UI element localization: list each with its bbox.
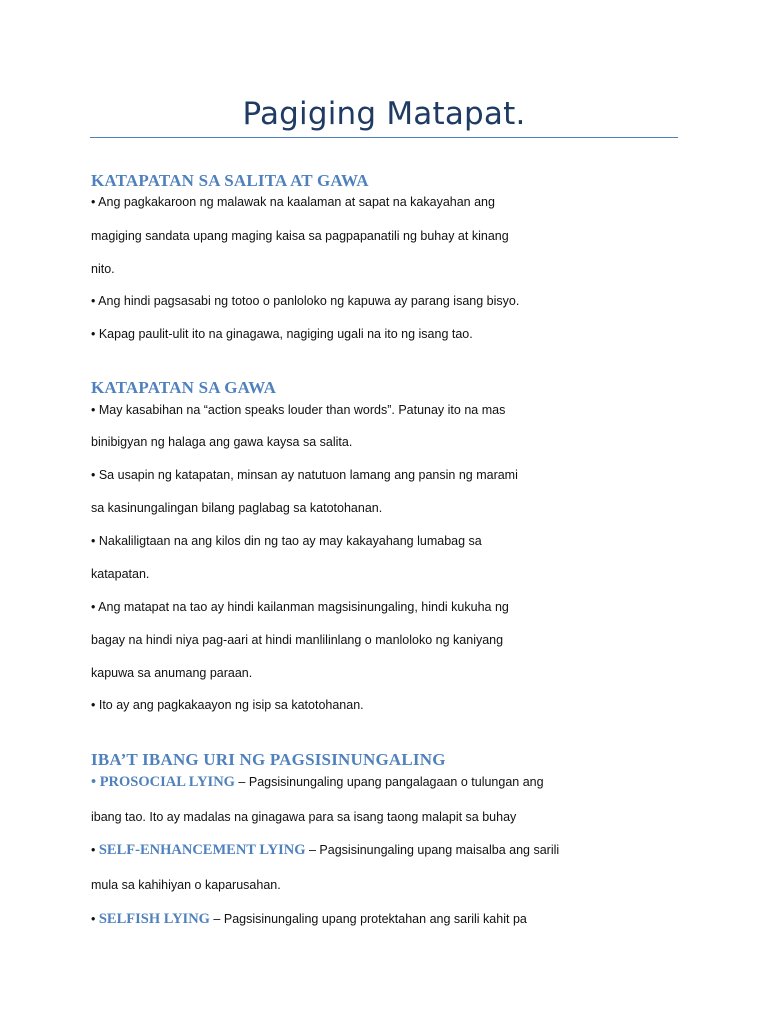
section-heading-katapatan-sa-gawa: KATAPATAN SA GAWA bbox=[91, 378, 277, 397]
term-definition: – Pagsisinungaling upang protektahan ang sarili kahit pa bbox=[209, 912, 527, 926]
list-bullet: • bbox=[91, 774, 100, 790]
paragraph-line: mula sa kahihiyan o kaparusahan. bbox=[91, 878, 281, 892]
paragraph-line: sa kasinungalingan bilang paglabag sa katotohanan. bbox=[91, 501, 383, 515]
paragraph-line: • Kapag paulit-ulit ito na ginagawa, nagiging ugali na ito ng isang tao. bbox=[91, 327, 473, 341]
list-item-selfish-lying bbox=[91, 911, 527, 928]
paragraph-line: kapuwa sa anumang paraan. bbox=[91, 666, 253, 680]
term-selfish-lying: SELFISH LYING bbox=[98, 911, 210, 927]
list-item-self-enhancement-lying bbox=[91, 842, 559, 859]
paragraph-line: • Ito ay ang pagkakaayon ng isip sa katotohanan. bbox=[91, 698, 364, 712]
list-bullet: • bbox=[91, 843, 99, 857]
term-definition: – Pagsisinungaling upang maisalba ang sarili bbox=[305, 843, 560, 857]
paragraph-line: bagay na hindi niya pag-aari at hindi manlilinlang o manloloko ng kaniyang bbox=[91, 633, 504, 647]
paragraph-line: magiging sandata upang maging kaisa sa pagpapanatili ng buhay at kinang bbox=[91, 229, 509, 243]
title-divider bbox=[90, 137, 678, 138]
section-heading-katapatan-sa-salita: KATAPATAN SA SALITA AT GAWA bbox=[91, 171, 369, 190]
paragraph-line: katapatan. bbox=[91, 567, 150, 581]
term-self-enhancement-lying: SELF-ENHANCEMENT LYING bbox=[98, 842, 306, 858]
paragraph-line: • Sa usapin ng katapatan, minsan ay natutuon lamang ang pansin ng marami bbox=[91, 468, 518, 482]
paragraph-line: ibang tao. Ito ay madalas na ginagawa para sa isang taong malapit sa buhay bbox=[91, 810, 517, 824]
paragraph-line: • Nakaliligtaan na ang kilos din ng tao ay may kakayahang lumabag sa bbox=[91, 534, 482, 548]
paragraph-line: • May kasabihan na “action speaks louder than words”. Patunay ito na mas bbox=[91, 403, 506, 417]
paragraph-line: • Ang matapat na tao ay hindi kailanman magsisinungaling, hindi kukuha ng bbox=[91, 600, 509, 614]
term-prosocial-lying: PROSOCIAL LYING bbox=[99, 774, 235, 790]
list-item-prosocial-lying bbox=[91, 774, 544, 791]
paragraph-line: nito. bbox=[91, 262, 115, 276]
list-bullet: • bbox=[91, 912, 99, 926]
paragraph-line: binibigyan ng halaga ang gawa kaysa sa salita. bbox=[91, 435, 353, 449]
paragraph-line: • Ang hindi pagsasabi ng totoo o panloloko ng kapuwa ay parang isang bisyo. bbox=[91, 294, 520, 308]
section-heading-uri-ng-pagsisinungaling: IBA’T IBANG URI NG PAGSISINUNGALING bbox=[91, 750, 446, 769]
term-definition: – Pagsisinungaling upang pangalagaan o tulungan ang bbox=[234, 775, 544, 789]
paragraph-line: • Ang pagkakaroon ng malawak na kaalaman at sapat na kakayahan ang bbox=[91, 195, 495, 209]
document-title: Pagiging Matapat. bbox=[242, 96, 526, 132]
